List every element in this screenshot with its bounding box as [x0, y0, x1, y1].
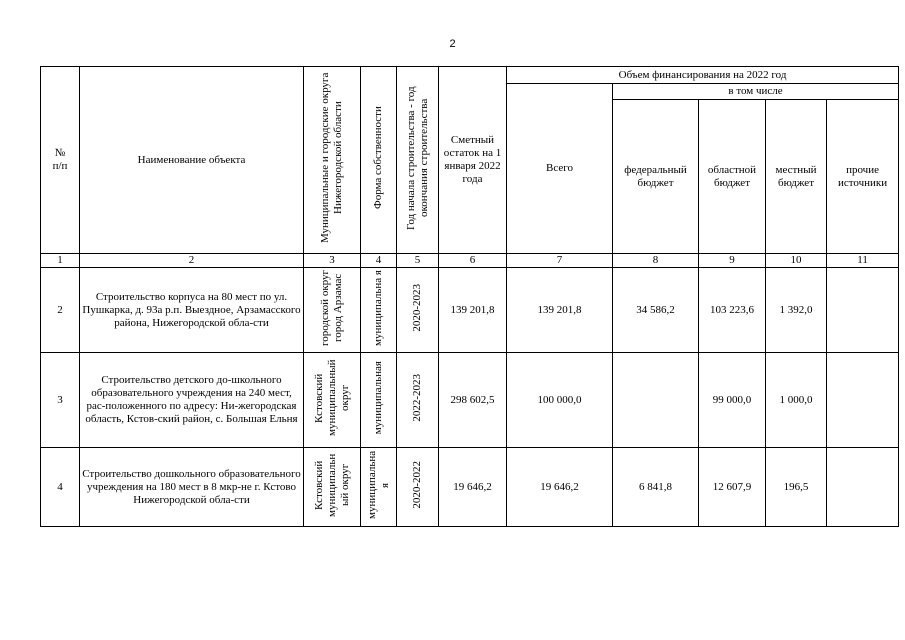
col-number: 7: [507, 254, 613, 268]
financing-table: [40, 66, 899, 527]
col-number: 2: [80, 254, 304, 268]
row-other: [827, 353, 899, 448]
row-form: [361, 268, 397, 353]
header-form-text: Форма собственности: [372, 106, 384, 210]
col-number: 5: [397, 254, 439, 268]
row-municipal: [304, 268, 361, 353]
header-funding-group: Объем финансирования на 2022 год: [507, 67, 899, 84]
col-number: 9: [699, 254, 766, 268]
table-row: [41, 353, 899, 448]
row-form: [361, 353, 397, 448]
row-years-text: 2020-2023: [411, 284, 423, 332]
row-municipal: [304, 448, 361, 527]
col-number: 4: [361, 254, 397, 268]
col-number: 8: [613, 254, 699, 268]
row-form: [361, 448, 397, 527]
row-municipal-text: городской округ город Арзамас: [319, 269, 344, 347]
row-other: [827, 448, 899, 527]
page-number: 2: [449, 38, 456, 50]
row-remainder: 139 201,8: [439, 268, 507, 353]
col-number: 10: [766, 254, 827, 268]
row-num: 2: [41, 268, 80, 353]
row-other: [827, 268, 899, 353]
row-total: 100 000,0: [507, 353, 613, 448]
row-municipal-text: Кстовский муниципальный округ: [312, 359, 351, 437]
header-years-text: Год начала строительства - год окончания строительства: [404, 86, 430, 230]
column-numbers-row: [41, 254, 899, 268]
row-years: [397, 268, 439, 353]
header-including: в том числе: [613, 84, 899, 100]
row-total: 19 646,2: [507, 448, 613, 527]
header-form: [361, 67, 397, 254]
row-years-text: 2022-2023: [411, 374, 423, 422]
header-row-top: [41, 67, 899, 84]
row-federal: [613, 353, 699, 448]
row-total: 139 201,8: [507, 268, 613, 353]
col-number: 1: [41, 254, 80, 268]
row-regional: 99 000,0: [699, 353, 766, 448]
col-number: 11: [827, 254, 899, 268]
header-municipal-text: Муниципальные и городские округа Нижегородской области: [319, 72, 344, 244]
row-municipal: [304, 353, 361, 448]
row-local: 1 392,0: [766, 268, 827, 353]
header-years: [397, 67, 439, 254]
row-regional: 103 223,6: [699, 268, 766, 353]
table-row: [41, 268, 899, 353]
row-local: 1 000,0: [766, 353, 827, 448]
row-object-name: Строительство детского до-школьного образовательного учреждения на 240 мест, рас-положенного по адресу: Ни-жегородская область, Кстов-ский район, с. Большая Ельня: [80, 353, 304, 448]
row-federal: 34 586,2: [613, 268, 699, 353]
header-municipal: [304, 67, 361, 254]
row-regional: 12 607,9: [699, 448, 766, 527]
row-years: [397, 448, 439, 527]
row-remainder: 298 602,5: [439, 353, 507, 448]
row-form-text: муниципальная: [372, 361, 384, 435]
table-row: [41, 448, 899, 527]
row-object-name: Строительство дошкольного образовательного учреждения на 180 мест в 8 мкр-не г. Кстово Нижегородской обла-сти: [80, 448, 304, 527]
row-num: 4: [41, 448, 80, 527]
row-remainder: 19 646,2: [439, 448, 507, 527]
row-local: 196,5: [766, 448, 827, 527]
col-number: 3: [304, 254, 361, 268]
header-other: прочие источники: [827, 100, 899, 254]
header-local: местный бюджет: [766, 100, 827, 254]
row-object-name: Строительство корпуса на 80 мест по ул. Пушкарка, д. 93а р.п. Выездное, Арзамасского района, Нижегородской обла-сти: [80, 268, 304, 353]
row-form-text: муниципальна я: [372, 270, 384, 346]
header-num: № п/п: [41, 67, 80, 254]
row-federal: 6 841,8: [613, 448, 699, 527]
row-years-text: 2020-2022: [411, 461, 423, 509]
row-municipal-text: Кстовский муниципальн ый округ: [312, 453, 351, 517]
header-remainder: Сметный остаток на 1 января 2022 года: [439, 67, 507, 254]
col-number: 6: [439, 254, 507, 268]
header-name: Наименование объекта: [80, 67, 304, 254]
header-total: Всего: [507, 84, 613, 254]
row-num: 3: [41, 353, 80, 448]
row-form-text: муниципальна я: [365, 450, 391, 520]
row-years: [397, 353, 439, 448]
header-regional: областной бюджет: [699, 100, 766, 254]
header-federal: федеральный бюджет: [613, 100, 699, 254]
